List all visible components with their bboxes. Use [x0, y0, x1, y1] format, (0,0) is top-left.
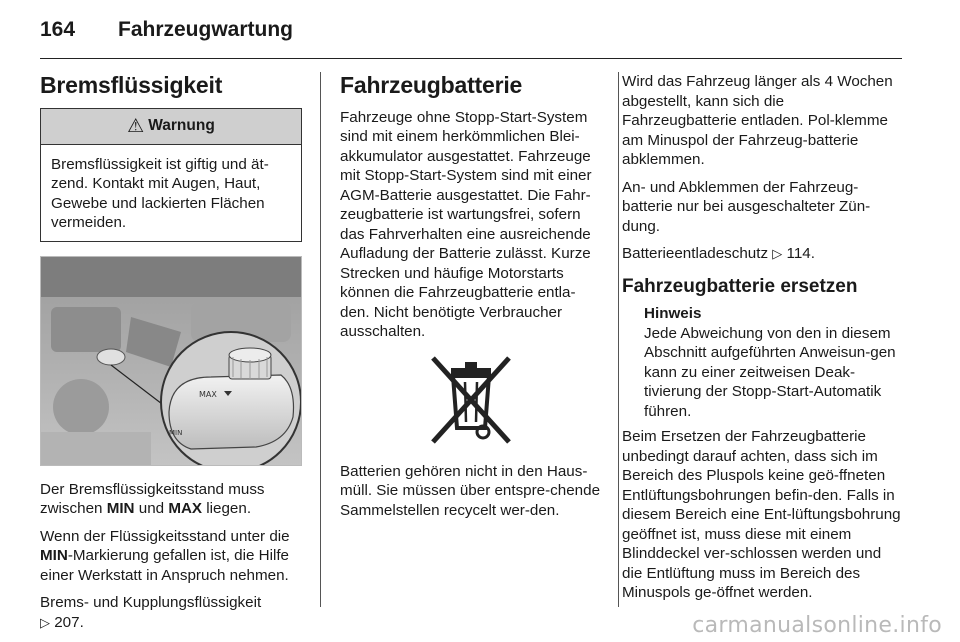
column-divider	[320, 72, 321, 607]
note-text: Jede Abweichung von den in diesem Abschnitt aufgeführten Anweisun-gen kann zu einer zeitweisen Deak-tivierung der Stopp-Start-Automatik führen.	[644, 324, 896, 420]
watermark: carmanualsonline.info	[692, 613, 942, 638]
paragraph-battery-disposal: Batterien gehören nicht in den Haus-müll. Sie müssen über entspre-chende Sammelstellen recycelt wer-den.	[340, 462, 601, 519]
warning-header	[41, 109, 301, 145]
crossed-out-wheelie-bin-icon	[421, 350, 521, 450]
paragraph-fluid-reference: Brems- und Kupplungsflüssigkeit ▷ 207.	[40, 594, 262, 631]
paragraph-min-max: Der Bremsflüssigkeitsstand muss zwischen MIN und MAX liegen.	[40, 480, 265, 518]
column-battery-continued	[622, 72, 902, 611]
warning-box	[40, 108, 302, 242]
column-brake-fluid	[40, 72, 302, 640]
paragraph-below-min: Wenn der Flüssigkeitsstand unter die MIN-Markierung gefallen ist, die Hilfe einer Werkstatt in Anspruch nehmen.	[40, 527, 290, 584]
paragraph-ignition-off: An- und Abklemmen der Fahrzeug-batterie nur bei ausgeschalteter Zün-dung.	[622, 178, 871, 235]
page-number: 164	[40, 18, 76, 41]
page-reference-arrow-icon: ▷	[772, 246, 783, 261]
note-block	[622, 304, 902, 421]
paragraph-discharge-protection: Batterieentladeschutz ▷ 114.	[622, 245, 815, 262]
section-heading-brake-fluid: Bremsflüssigkeit	[40, 72, 223, 98]
subsection-heading-replace-battery: Fahrzeugbatterie ersetzen	[622, 275, 858, 297]
page-reference[interactable]: 114.	[786, 245, 815, 262]
chapter-title: Fahrzeugwartung	[118, 18, 294, 41]
paragraph-battery-types: Fahrzeuge ohne Stopp-Start-System sind mit einem herkömmlichen Blei-akkumulator ausgestattet. Fahrzeuge mit Stopp-Start-System sind mit einer AGM-Batterie ausgestattet. Die Fahr-zeugbatterie ist wartungsfrei, sofern das Fahrverhalten eine ausreichende Aufladung der Batterie zulässt. Kurze Strecken und häufige Motorstarts können die Fahrzeugbatterie entla-den. Nicht benötigte Verbraucher ausschalten.	[340, 108, 592, 341]
warning-triangle-icon: ⚠	[127, 115, 145, 137]
engine-bay-illustration	[41, 257, 302, 466]
min-mark-label: MIN	[169, 428, 183, 437]
page-reference-arrow-icon: ▷	[40, 614, 50, 630]
column-divider	[618, 72, 619, 607]
header-rule	[40, 58, 902, 59]
paragraph-long-storage: Wird das Fahrzeug länger als 4 Wochen abgestellt, kann sich die Fahrzeugbatterie entladen. Pol-klemme am Minuspol der Fahrzeug-batterie abklemmen.	[622, 73, 893, 168]
page-header	[40, 18, 293, 42]
column-battery	[340, 72, 602, 528]
section-heading-battery: Fahrzeugbatterie	[340, 72, 523, 98]
warning-text: Bremsflüssigkeit ist giftig und ät-zend. Kontakt mit Augen, Haut, Gewebe und lackierten Flächen vermeiden.	[51, 155, 269, 232]
warning-title: Warnung	[148, 117, 215, 135]
max-mark-label: MAX	[199, 389, 217, 399]
paragraph-venting-holes: Beim Ersetzen der Fahrzeugbatterie unbedingt darauf achten, dass sich im Bereich des Pluspols keine geö-ffneten Entlüftungsbohrungen befin-den. Falls in diesem Bereich eine Ent-lüftungsbohrung geöffnet ist, muss diese mit einem Blinddeckel ver-schlossen werden und die Entlüftung muss im Bereich des Minuspols ge-öffnet werden.	[622, 428, 901, 602]
brake-fluid-reservoir-photo	[40, 256, 302, 466]
note-title: Hinweis	[644, 305, 702, 323]
page-reference[interactable]: 207.	[54, 613, 84, 631]
